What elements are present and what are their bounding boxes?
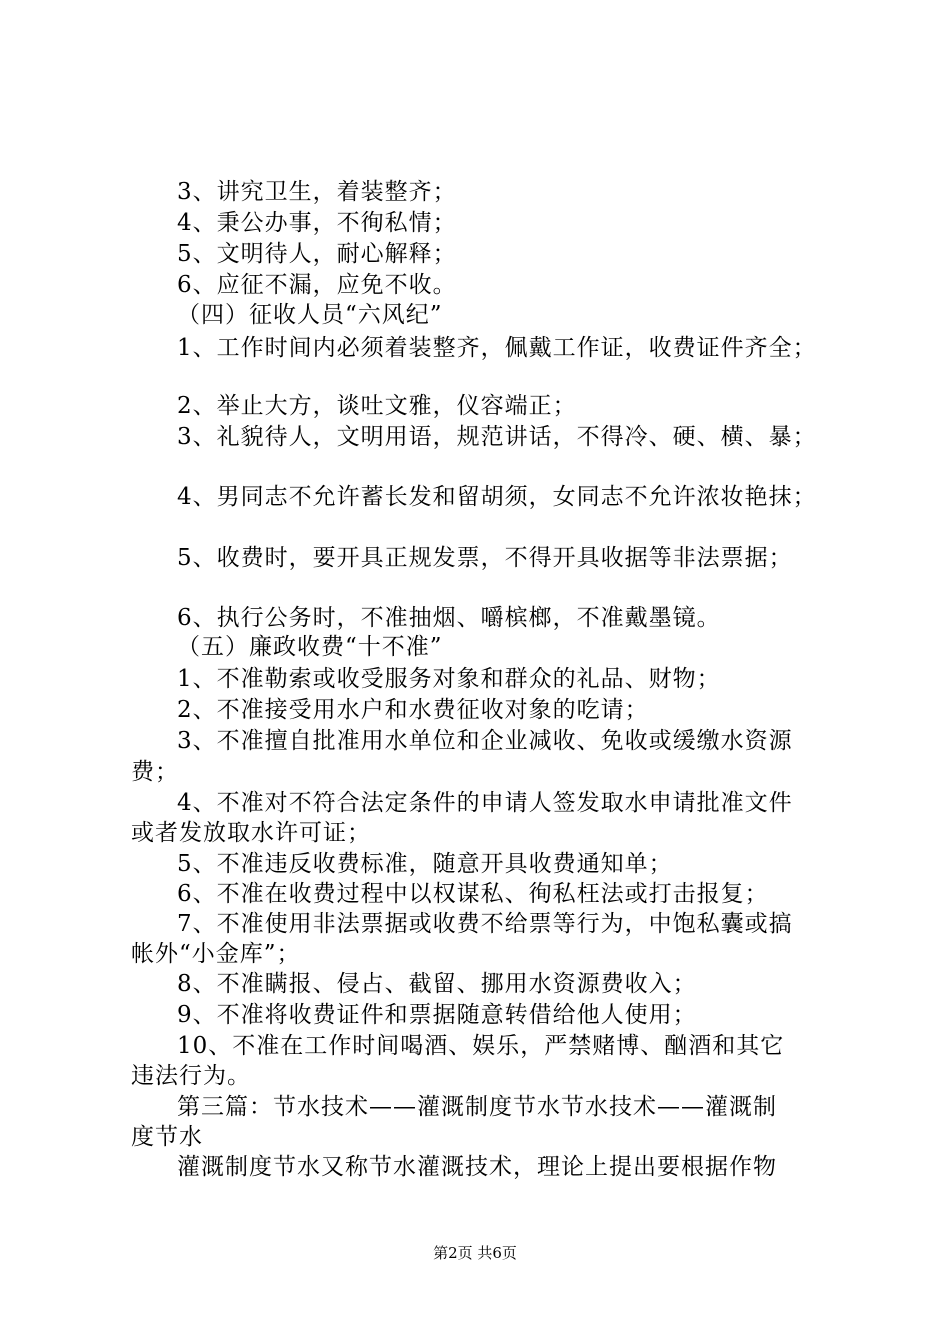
- text-line: 4、男同志不允许蓄长发和留胡须，女同志不允许浓妆艳抹；: [177, 484, 817, 510]
- text-line: 7、不准使用非法票据或收费不给票等行为，中饱私囊或搞: [177, 911, 793, 937]
- text-line: 6、执行公务时，不准抽烟、嚼槟榔，不准戴墨镜。: [177, 605, 721, 631]
- page-number-footer: 第2页 共6页: [433, 1244, 517, 1262]
- text-line: 5、收费时，要开具正规发票，不得开具收据等非法票据；: [177, 545, 793, 571]
- text-line: 3、礼貌待人，文明用语，规范讲话，不得冷、硬、横、暴；: [177, 424, 817, 450]
- text-line: 1、不准勒索或收受服务对象和群众的礼品、财物；: [177, 666, 721, 692]
- text-line: 4、不准对不符合法定条件的申请人签发取水申请批准文件: [177, 790, 793, 816]
- text-line: 度节水: [131, 1124, 203, 1150]
- text-line: 6、应征不漏，应免不收。: [177, 272, 457, 298]
- section-heading: （四）征收人员“六风纪”: [177, 302, 443, 328]
- text-line: 帐外“小金库”；: [131, 941, 301, 967]
- text-line: 第三篇：节水技术——灌溉制度节水节水技术——灌溉制: [177, 1094, 777, 1120]
- text-line: 1、工作时间内必须着装整齐，佩戴工作证，收费证件齐全；: [177, 335, 817, 361]
- text-line: 5、不准违反收费标准，随意开具收费通知单；: [177, 851, 673, 877]
- text-line: 9、不准将收费证件和票据随意转借给他人使用；: [177, 1002, 697, 1028]
- text-line: 10、不准在工作时间喝酒、娱乐，严禁赌博、酗酒和其它: [177, 1033, 785, 1059]
- text-line: 5、文明待人，耐心解释；: [177, 241, 457, 267]
- text-line: 3、不准擅自批准用水单位和企业减收、免收或缓缴水资源: [177, 728, 793, 754]
- text-line: 2、不准接受用水户和水费征收对象的吃请；: [177, 697, 649, 723]
- text-line: 违法行为。: [131, 1063, 251, 1089]
- text-line: 3、讲究卫生，着装整齐；: [177, 179, 457, 205]
- text-line: 或者发放取水许可证；: [131, 820, 371, 846]
- text-line: 8、不准瞒报、侵占、截留、挪用水资源费收入；: [177, 971, 697, 997]
- text-line: 6、不准在收费过程中以权谋私、徇私枉法或打击报复；: [177, 881, 769, 907]
- text-line: 2、举止大方，谈吐文雅，仪容端正；: [177, 393, 577, 419]
- text-line: 费；: [131, 759, 179, 785]
- section-heading: （五）廉政收费“十不准”: [177, 634, 443, 660]
- text-line: 4、秉公办事，不徇私情；: [177, 210, 457, 236]
- text-line: 灌溉制度节水又称节水灌溉技术，理论上提出要根据作物: [177, 1154, 777, 1180]
